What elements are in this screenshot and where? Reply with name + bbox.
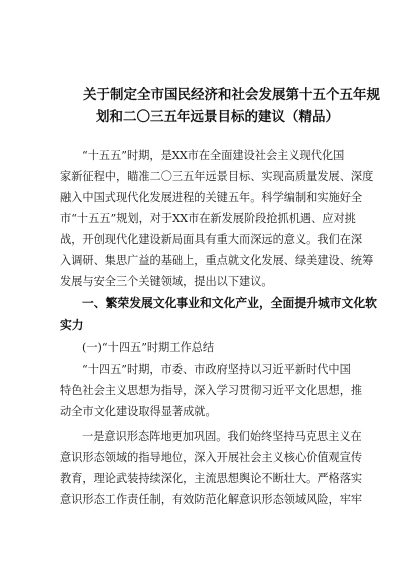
body-line: 意识形态工作责任制，有效防范化解意识形态领域风险，牢牢 xyxy=(60,493,363,506)
body-line: 发展与安全三个关键领域，提出以下建议。 xyxy=(60,275,273,288)
document-title-line-2: 划和二〇三五年远景目标的建议（精品） xyxy=(96,109,339,125)
body-line: 动全市文化建设取得显著成就。 xyxy=(60,405,217,418)
section-heading-line-2: 实力 xyxy=(60,318,84,332)
body-line: 意识形态领域的指导地位，深入开展社会主义核心价值观宣传 xyxy=(60,451,363,464)
section-heading-line-1: 一、繁荣发展文化事业和文化产业，全面提升城市文化软 xyxy=(82,296,377,310)
body-line: 教育，理论武装持续深化，主流思想舆论不断壮大。严格落实 xyxy=(60,472,363,485)
body-line: 特色社会主义思想为指导，深入学习贯彻习近平文化思想，推 xyxy=(60,384,363,397)
subheading: (一)“十四五”时期工作总结 xyxy=(82,341,215,354)
body-line: 战，开创现代化建设新局面具有重大而深远的意义。我们在深 xyxy=(60,233,363,246)
body-line: 一是意识形态阵地更加巩固。我们始终坚持马克思主义在 xyxy=(82,430,362,443)
body-line: “十五五”时期，是XX市在全面建设社会主义现代化国 xyxy=(82,149,345,162)
body-line: 融入中国式现代化发展进程的关键五年。科学编制和实施好全 xyxy=(60,191,363,204)
document-title-line-1: 关于制定全市国民经济和社会发展第十五个五年规 xyxy=(83,87,380,103)
body-line: “十四五”时期，市委、市政府坚持以习近平新时代中国 xyxy=(82,363,351,376)
body-line: 市“十五五”规划，对于XX市在新发展阶段抢抓机遇、应对挑 xyxy=(60,212,356,225)
body-line: 入调研、集思广益的基础上，重点就文化发展、绿美建设、统筹 xyxy=(60,254,374,267)
body-line: 家新征程中，瞄准二〇三五年远景目标、实现高质量发展、深度 xyxy=(60,170,374,183)
